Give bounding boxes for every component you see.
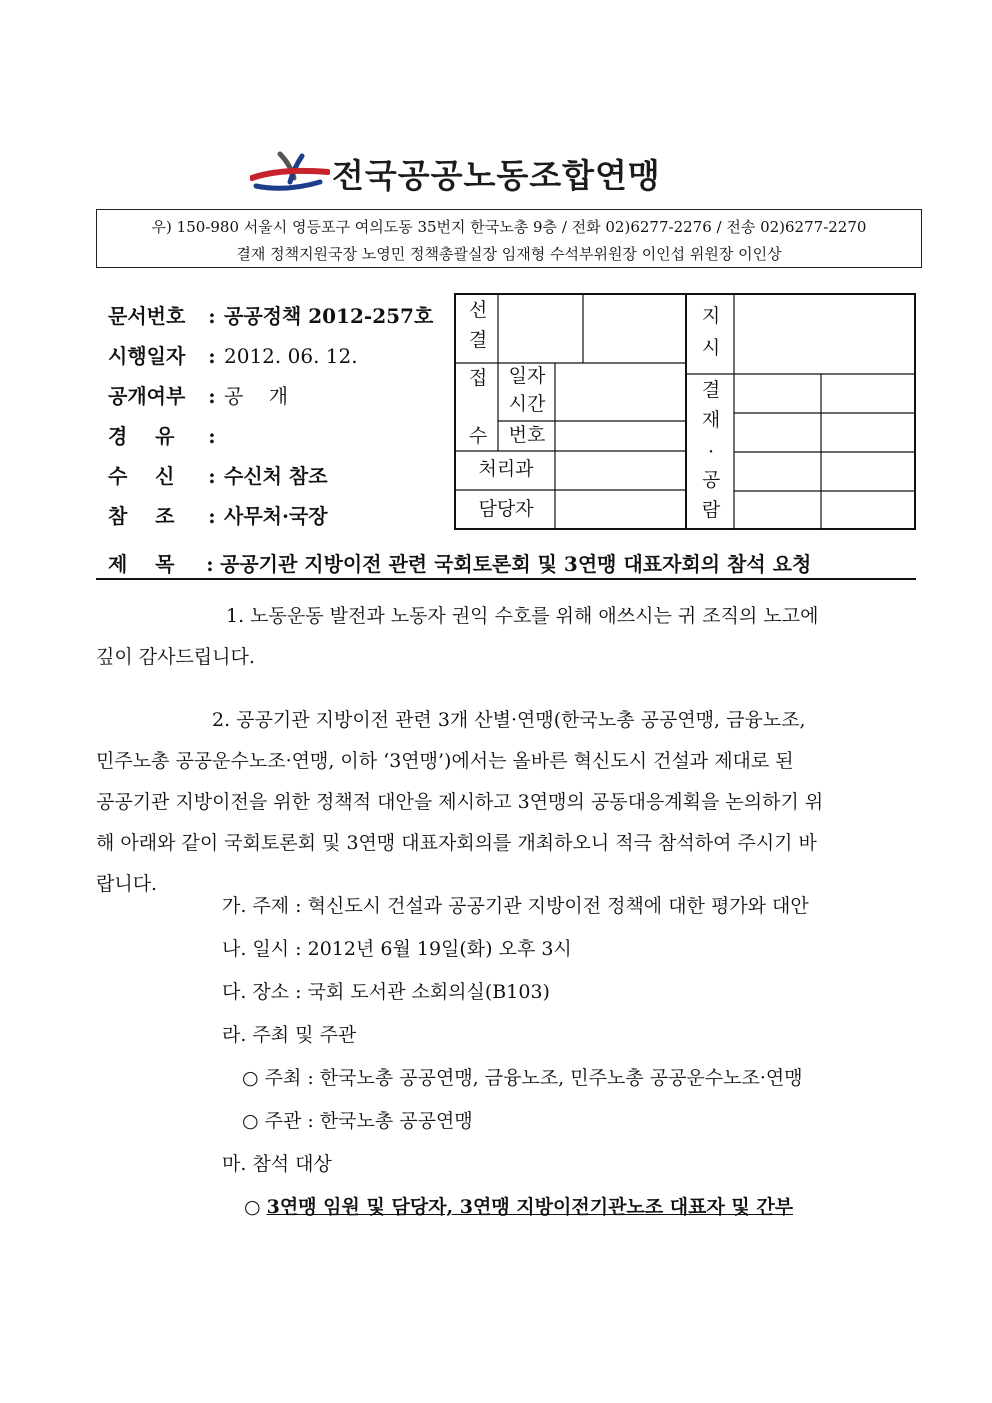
paragraph-line: 1. 노동운동 발전과 노동자 권익 수호를 위해 애쓰시는 귀 조직의 노고에 xyxy=(226,605,819,627)
sub-item-host: ○ 주최 : 한국노총 공공연맹, 금융노조, 민주노총 공공운수노조·연맹 xyxy=(242,1067,803,1089)
list-item-place: 다. 장소 : 국회 도서관 소회의실(B103) xyxy=(222,981,550,1003)
doc-number-row xyxy=(108,300,433,329)
date-label: 시행일자 xyxy=(108,344,186,368)
address-line: 우) 150-980 서울시 영등포구 여의도동 35번지 한국노총 9층 / 전화 02)6277-2276 / 전송 02)6277-2270 xyxy=(151,218,867,236)
paragraph-2 xyxy=(96,700,896,905)
separator: : xyxy=(208,424,216,448)
paragraph-line: 해 아래와 같이 국회토론회 및 3연맹 대표자회의를 개최하오니 적극 참석하여 주시기 바 xyxy=(96,832,817,854)
subject-divider xyxy=(96,578,916,580)
attendee-text: 3연맹 임원 및 담당자, 3연맹 지방이전기관노조 대표자 및 간부 xyxy=(266,1196,794,1218)
seon-label: 선 xyxy=(468,299,488,321)
separator: : xyxy=(208,304,216,328)
subject-row xyxy=(108,548,811,577)
approval-line: 결재 정책지원국장 노영민 정책총괄실장 임재형 수석부위원장 이인섭 위원장 이인상 xyxy=(236,245,782,263)
paragraph-line: 깊이 감사드립니다. xyxy=(96,646,255,668)
list-item-datetime: 나. 일시 : 2012년 6월 19일(화) 오후 3시 xyxy=(222,938,572,960)
bullet-circle-icon: ○ xyxy=(244,1196,261,1218)
public-label: 공개여부 xyxy=(108,384,186,408)
doc-number-label: 문서번호 xyxy=(108,304,186,328)
subject-label: 제 목 xyxy=(108,552,175,576)
paragraph-line: 랍니다. xyxy=(96,873,158,895)
ji-label: 지 xyxy=(701,305,721,327)
paragraph-line: 공공기관 지방이전을 위한 정책적 대안을 제시하고 3연맹의 공동대응계획을 논의하기 위 xyxy=(96,791,824,813)
reference-label: 참 조 xyxy=(108,504,175,528)
subject-text: 공공기관 지방이전 관련 국회토론회 및 3연맹 대표자회의 참석 요청 xyxy=(220,552,812,576)
recipient-value: 수신처 참조 xyxy=(224,464,328,488)
list-item-attendees: 마. 참석 대상 xyxy=(222,1153,332,1175)
list-item-topic: 가. 주제 : 혁신도시 건설과 공공기관 지방이전 정책에 대한 평가와 대안 xyxy=(222,895,809,917)
separator: : xyxy=(208,464,216,488)
approval-table xyxy=(454,293,916,530)
sub-item-manager: ○ 주관 : 한국노총 공공연맹 xyxy=(242,1110,473,1132)
si-label: 시 xyxy=(701,337,721,359)
reference-row xyxy=(108,500,328,529)
jeop-label: 접 xyxy=(468,367,488,389)
paragraph-1 xyxy=(96,596,896,678)
public-row xyxy=(108,380,288,409)
paragraph-line: 민주노총 공공운수노조·연맹, 이하 ‘3연맹’)에서는 올바른 혁신도시 건설과 제대로 된 xyxy=(96,750,794,772)
cheorigwa-label: 처리과 xyxy=(478,458,534,480)
attendee-line xyxy=(244,1192,793,1219)
list-item-organizer: 라. 주최 및 주관 xyxy=(222,1024,357,1046)
date-value: 2012. 06. 12. xyxy=(224,344,358,368)
gyeoljae-label-5: 람 xyxy=(701,499,721,521)
beonho-label: 번호 xyxy=(508,424,546,446)
separator: : xyxy=(208,344,216,368)
sigan-label: 시간 xyxy=(508,393,546,415)
public-value: 공 개 xyxy=(224,384,289,408)
gyeoljae-label-3: · xyxy=(707,441,715,463)
ilja-label: 일자 xyxy=(508,365,546,387)
org-logo xyxy=(250,148,740,198)
reason-label: 경 유 xyxy=(108,424,175,448)
paragraph-line: 2. 공공기관 지방이전 관련 3개 산별·연맹(한국노총 공공연맹, 금융노조, xyxy=(212,709,806,731)
union-emblem-icon xyxy=(250,148,330,198)
date-row xyxy=(108,340,358,369)
org-name: 전국공공노동조합연맹 xyxy=(332,156,661,195)
recipient-row xyxy=(108,460,328,489)
recipient-label: 수 신 xyxy=(108,464,175,488)
su-label: 수 xyxy=(468,425,488,447)
separator: : xyxy=(208,384,216,408)
separator: : xyxy=(206,552,214,576)
reason-row xyxy=(108,420,224,449)
doc-number: 공공정책 2012-257호 xyxy=(224,304,434,328)
separator: : xyxy=(208,504,216,528)
address-box xyxy=(96,209,922,268)
gyeoljae-label-1: 결 xyxy=(701,379,721,401)
reference-value: 사무처·국장 xyxy=(224,504,328,528)
gyeoljae-label-2: 재 xyxy=(701,409,721,431)
gyeol-label: 결 xyxy=(468,329,488,351)
damdangja-label: 담당자 xyxy=(478,498,534,520)
gyeoljae-label-4: 공 xyxy=(701,469,721,491)
